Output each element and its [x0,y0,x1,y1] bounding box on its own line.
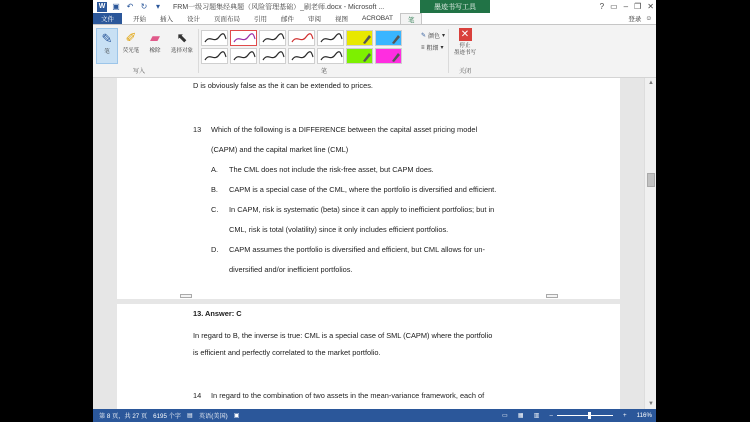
restore-icon[interactable]: ❐ [634,2,642,11]
tab-file[interactable]: 文件 [93,13,122,24]
zoom-slider[interactable] [557,415,613,416]
word-window [93,0,656,422]
minimize-icon[interactable]: – [623,2,629,11]
highlighter-button[interactable] [120,28,142,64]
scroll-up-icon[interactable]: ▲ [648,80,654,86]
eraser-button[interactable] [144,28,166,64]
pen-style-6[interactable] [346,30,373,46]
close-x-icon: ✕ [459,28,472,41]
pen-style-10[interactable] [259,48,286,64]
paragraph-prev: D is obviously false as the it can be extended to prices. [193,81,373,90]
customize-icon[interactable]: ▾ [155,2,160,11]
cursor-icon: ⬉ [176,30,188,45]
tab-view[interactable]: 视图 [335,16,348,23]
question-13-line-2: (CAPM) and the capital market line (CML) [211,145,349,154]
tab-acrobat[interactable]: ACROBAT [362,15,393,22]
option-a-text: The CML does not include the risk-free asset, but CAPM does. [229,165,434,174]
pen-weight-label: 粗细 [426,46,439,52]
tab-layout[interactable]: 页面布局 [214,16,240,23]
ribbon-divider [448,29,449,73]
chevron-down-icon: ▾ [440,45,444,51]
stop-inking-button[interactable] [451,28,479,68]
pen-style-14[interactable] [375,48,402,64]
pen-style-11[interactable] [288,48,315,64]
tab-design[interactable]: 设计 [187,16,200,23]
print-layout-icon[interactable]: ▦ [517,412,524,419]
pen-style-12[interactable] [317,48,344,64]
proofing-icon[interactable]: ▤ [187,412,193,419]
read-mode-icon[interactable]: ▭ [501,412,508,419]
option-b-text: CAPM is a special case of the CML, where the portfolio is diversified and efficient. [229,185,497,194]
page-count[interactable]: 第 8 页，共 27 页 [99,413,148,420]
pen-style-5[interactable] [317,30,344,46]
language[interactable]: 英语(美国) [198,413,228,420]
tab-references[interactable]: 引用 [254,16,267,23]
pen-style-8[interactable] [201,48,228,64]
vertical-scrollbar[interactable] [644,78,656,409]
close-group-label: 关闭 [459,69,472,75]
page-resize-handle[interactable] [180,294,192,298]
option-d-text-1: CAPM assumes the portfolio is diversified and efficient, but CML allows for un- [229,245,485,254]
word-logo-icon: W [98,3,106,10]
close-icon[interactable]: ✕ [647,2,654,11]
zoom-in-icon[interactable]: + [623,412,627,419]
pen-style-2[interactable] [230,30,257,46]
pen-button-label: 笔 [104,49,110,55]
zoom-slider-knob[interactable] [588,412,591,419]
document-page[interactable] [117,78,620,299]
zoom-out-icon[interactable]: – [549,412,553,419]
eraser-button-label: 橡除 [149,48,161,54]
question-13-number: 13 [193,125,202,134]
word-count[interactable]: 6195 个字 [153,413,181,420]
chevron-down-icon: ▾ [442,33,446,39]
option-c-letter: C. [211,205,219,214]
web-layout-icon[interactable]: ▥ [533,412,540,419]
pen-gallery [201,30,402,64]
tab-pen[interactable]: 笔 [400,13,423,24]
select-objects-button[interactable] [168,28,196,64]
pen-style-9[interactable] [230,48,257,64]
tab-mailings[interactable]: 邮件 [281,16,294,23]
answer-line-2: is efficient and perfectly correlated to the market portfolio. [193,348,381,357]
color-icon: ✎ [421,33,427,39]
eraser-icon: ▰ [150,30,160,45]
stop-inking-label: 停止 墨迹书写 [453,43,476,56]
ribbon-tabs [93,13,656,24]
option-c-text-2: CML, risk is total (volatility) since it only includes efficient portfolios. [229,225,449,234]
ribbon-divider [198,29,199,73]
weight-icon: ≡ [421,44,425,51]
ribbon-display-icon[interactable]: ▭ [610,2,618,11]
answer-line-1: In regard to B, the inverse is true: CML is a special case of SML (CAPM) where the portfolio [193,331,493,340]
pen-color-label: 颜色 [428,34,441,40]
pen-weight-button[interactable] [421,43,444,52]
document-page[interactable] [117,304,620,409]
login-link[interactable]: 登录 [628,16,642,23]
status-bar [93,409,656,422]
pen-icon: ✎ [101,31,113,46]
page-resize-handle[interactable] [546,294,558,298]
option-d-letter: D. [211,245,219,254]
select-objects-label: 选择对象 [170,48,193,54]
option-a-letter: A. [211,165,218,174]
title-bar [93,0,656,13]
highlighter-button-label: 荧光笔 [122,48,140,54]
pen-style-3[interactable] [259,30,286,46]
pen-group-label: 笔 [321,69,328,75]
pen-color-button[interactable] [421,31,445,40]
zoom-level[interactable]: 116% [636,412,652,419]
pen-style-1[interactable] [201,30,228,46]
write-group-label: 写入 [133,69,146,75]
tab-home[interactable]: 开始 [133,16,146,23]
help-icon[interactable]: ? [599,2,605,11]
redo-icon[interactable]: ↻ [140,2,148,11]
document-area[interactable] [93,78,644,409]
option-b-letter: B. [211,185,218,194]
pen-style-4[interactable] [288,30,315,46]
macro-icon[interactable]: ▣ [233,412,240,419]
highlighter-icon: ✐ [125,30,137,45]
option-d-text-2: diversified and/or inefficient portfolios. [229,265,353,274]
answer-heading: 13. Answer: C [193,309,242,318]
scrollbar-thumb[interactable] [647,173,655,187]
question-13-line-1: Which of the following is a DIFFERENCE between the capital asset pricing model [211,125,478,134]
user-icon[interactable]: ☺ [645,15,652,22]
save-icon[interactable]: ▣ [112,2,120,11]
tab-insert[interactable]: 插入 [160,16,173,23]
pen-style-13[interactable] [346,48,373,64]
document-title: FRM一级习题集经典题（风险管理基础）_刷老师.docx - Microsoft ... [173,3,385,11]
scroll-down-icon[interactable]: ▼ [648,401,654,407]
pen-style-7[interactable] [375,30,402,46]
tab-review[interactable]: 审阅 [308,16,321,23]
context-tab-title: 墨迹书写工具 [420,0,490,13]
question-14-number: 14 [193,391,202,400]
undo-icon[interactable]: ↶ [126,2,134,11]
question-14-line-1: In regard to the combination of two assets in the mean-variance framework, each of [211,391,485,400]
ribbon-pen [93,24,656,78]
pen-button[interactable] [96,28,118,64]
option-c-text-1: In CAPM, risk is systematic (beta) since it can apply to inefficient portfolios; but in [229,205,495,214]
